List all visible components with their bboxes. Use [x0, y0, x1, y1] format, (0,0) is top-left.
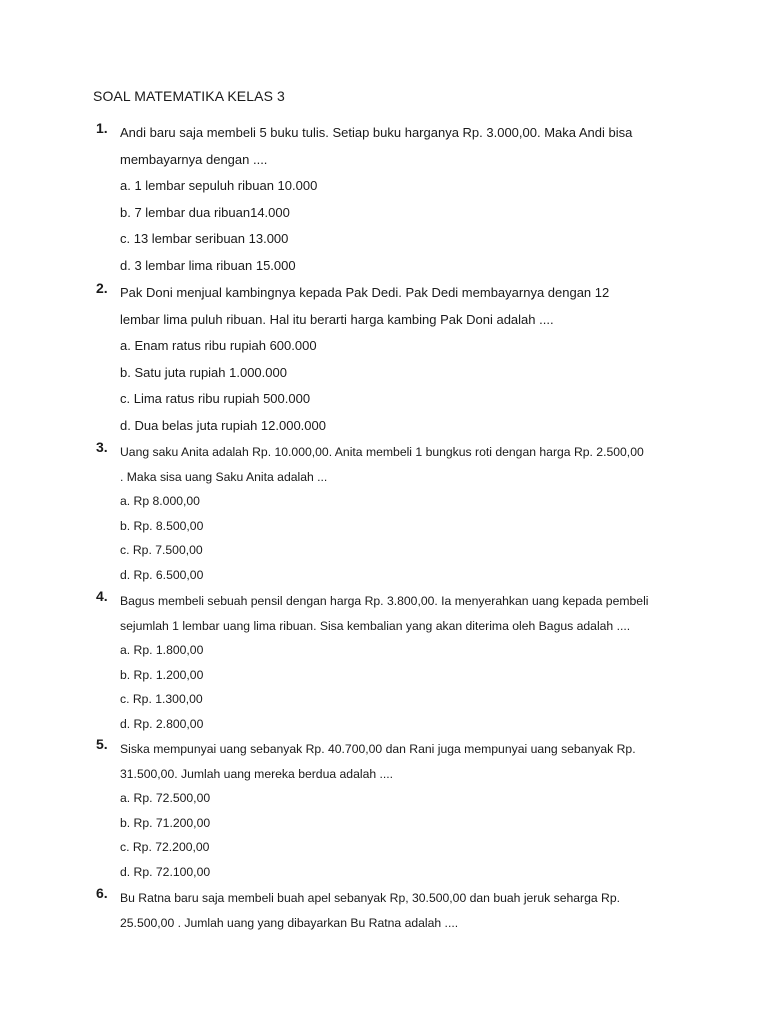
answer-option-c: c. Lima ratus ribu rupiah 500.000	[120, 391, 311, 406]
answer-option-c: c. Rp. 72.200,00	[120, 840, 210, 854]
answer-option-a: a. Enam ratus ribu rupiah 600.000	[120, 338, 317, 353]
question-number: 4.	[96, 588, 108, 604]
answer-option-c: c. 13 lembar seribuan 13.000	[120, 231, 289, 246]
question-text-line: 25.500,00 . Jumlah uang yang dibayarkan Bu Ratna adalah ....	[120, 915, 459, 930]
question-number: 6.	[96, 885, 108, 901]
answer-option-d: d. Rp. 2.800,00	[120, 716, 204, 731]
question-text-line: Uang saku Anita adalah Rp. 10.000,00. Anita membeli 1 bungkus roti dengan harga Rp. 2.500,00	[120, 445, 644, 459]
question-1	[96, 120, 686, 279]
answer-option-b: b. Rp. 1.200,00	[120, 667, 204, 682]
answer-option-b: b. Satu juta rupiah 1.000.000	[120, 364, 287, 380]
question-text-line: sejumlah 1 lembar uang lima ribuan. Sisa kembalian yang akan diterima oleh Bagus adalah ....	[120, 618, 631, 633]
question-5	[96, 737, 686, 884]
question-6	[96, 886, 686, 935]
answer-option-c: c. Rp. 7.500,00	[120, 543, 203, 557]
question-text-line: Bagus membeli sebuah pensil dengan harga Rp. 3.800,00. Ia menyerahkan uang kepada pembeli	[120, 594, 649, 608]
question-text-line: Bu Ratna baru saja membeli buah apel sebanyak Rp, 30.500,00 dan buah jeruk seharga Rp.	[120, 891, 621, 905]
question-text-line: membayarnya dengan ....	[120, 151, 268, 167]
question-4	[96, 589, 686, 736]
answer-option-d: d. Dua belas juta rupiah 12.000.000	[120, 417, 326, 433]
page-title: SOAL MATEMATIKA KELAS 3	[93, 88, 285, 104]
question-text-line: lembar lima puluh ribuan. Hal itu berarti harga kambing Pak Doni adalah ....	[120, 311, 554, 327]
answer-option-a: a. 1 lembar sepuluh ribuan 10.000	[120, 178, 318, 193]
question-2	[96, 280, 686, 439]
answer-option-d: d. Rp. 6.500,00	[120, 567, 204, 582]
question-text-line: Siska mempunyai uang sebanyak Rp. 40.700,00 dan Rani juga mempunyai uang sebanyak Rp.	[120, 742, 636, 756]
answer-option-a: a. Rp 8.000,00	[120, 494, 200, 508]
answer-option-b: b. Rp. 8.500,00	[120, 518, 204, 533]
answer-option-d: d. 3 lembar lima ribuan 15.000	[120, 257, 296, 273]
question-text-line: Andi baru saja membeli 5 buku tulis. Setiap buku harganya Rp. 3.000,00. Maka Andi bisa	[120, 125, 633, 140]
question-text-line: Pak Doni menjual kambingnya kepada Pak Dedi. Pak Dedi membayarnya dengan 12	[120, 285, 610, 300]
answer-option-a: a. Rp. 72.500,00	[120, 791, 211, 805]
answer-option-c: c. Rp. 1.300,00	[120, 692, 203, 706]
answer-option-a: a. Rp. 1.800,00	[120, 643, 204, 657]
question-text-line: 31.500,00. Jumlah uang mereka berdua adalah ....	[120, 766, 394, 781]
question-3	[96, 440, 686, 587]
question-number: 2.	[96, 280, 108, 296]
question-text-line: . Maka sisa uang Saku Anita adalah ...	[120, 469, 328, 484]
answer-option-b: b. Rp. 71.200,00	[120, 815, 211, 830]
answer-option-d: d. Rp. 72.100,00	[120, 864, 211, 879]
question-number: 1.	[96, 120, 108, 136]
answer-option-b: b. 7 lembar dua ribuan14.000	[120, 204, 290, 220]
question-number: 5.	[96, 736, 108, 752]
question-number: 3.	[96, 439, 108, 455]
